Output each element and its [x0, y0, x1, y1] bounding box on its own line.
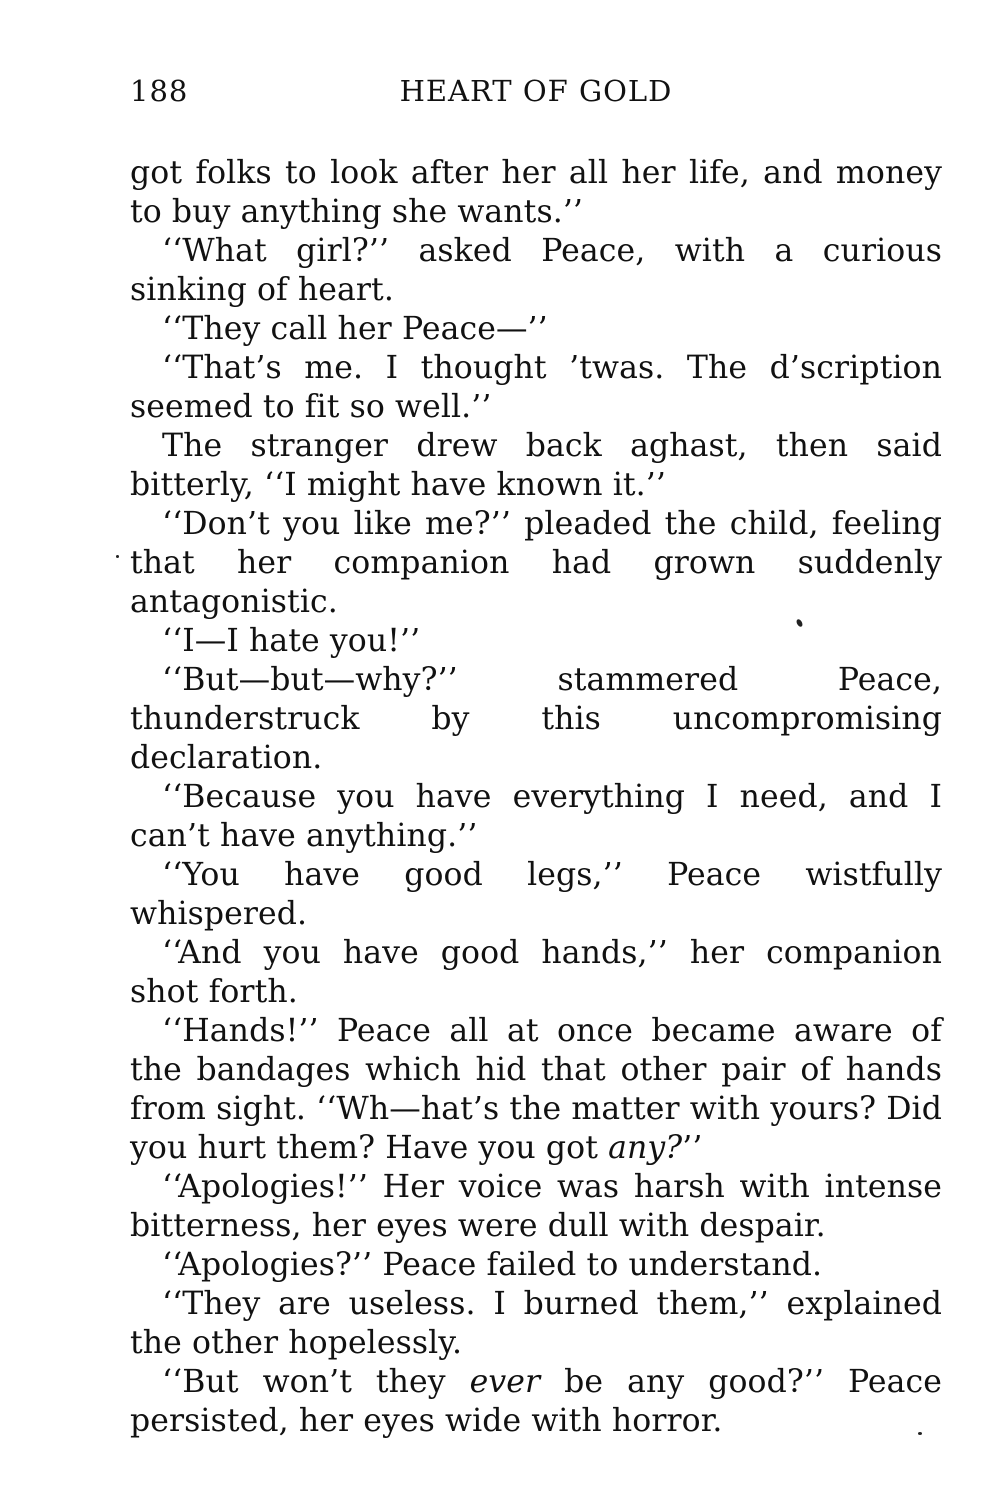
italic-text: ever — [469, 1364, 541, 1400]
paragraph — [130, 505, 942, 622]
paragraph-text: got folks to look after her all her life, and money to buy anything she wants.’’ — [130, 155, 942, 230]
body-text — [130, 154, 942, 1441]
paragraph-text: ‘‘Hands!’’ Peace all at once became aware of the bandages which hid that other pair of hands from sight. ‘‘Wh—hat’s the matter with yours? Did you hurt them? Have you got — [130, 1013, 942, 1166]
paragraph — [130, 232, 942, 310]
ink-speck — [918, 1432, 922, 1435]
paragraph — [130, 310, 942, 349]
book-title: HEART OF GOLD — [399, 74, 673, 108]
paragraph-text: be any good?’’ Peace persisted, her eyes wide with horror. — [130, 1364, 942, 1439]
paragraph-text: ‘‘That’s me. I thought ’twas. The d’scription seemed to fit so well.’’ — [130, 350, 942, 425]
paragraph-text: ‘‘I—I hate you!’’ — [162, 623, 421, 659]
paragraph — [130, 1168, 942, 1246]
paragraph — [130, 1012, 942, 1168]
paragraph-text: ‘‘You have good legs,’’ Peace wistfully whispered. — [130, 857, 942, 932]
paragraph-text: ‘‘What girl?’’ asked Peace, with a curious sinking of heart. — [130, 233, 942, 308]
page-number: 188 — [130, 74, 189, 108]
paragraph-text: ‘‘Don’t you like me?’’ pleaded the child, feeling that her companion had grown suddenly antagonistic. — [130, 506, 942, 620]
paragraph — [130, 778, 942, 856]
running-header — [130, 74, 942, 114]
paragraph — [130, 1363, 942, 1441]
paragraph-text: ’’ — [682, 1130, 703, 1166]
paragraph — [130, 856, 942, 934]
paragraph-text: ‘‘And you have good hands,’’ her companion shot forth. — [130, 935, 942, 1010]
paragraph — [130, 622, 942, 661]
paragraph — [130, 1246, 942, 1285]
paragraph-text: ‘‘They are useless. I burned them,’’ explained the other hopelessly. — [130, 1286, 942, 1361]
paragraph — [130, 1285, 942, 1363]
paragraph — [130, 349, 942, 427]
paragraph — [130, 154, 942, 232]
paragraph — [130, 661, 942, 778]
paragraph-text: ‘‘They call her Peace—’’ — [162, 311, 548, 347]
paragraph-text: The stranger drew back aghast, then said bitterly, ‘‘I might have known it.’’ — [130, 428, 942, 503]
paragraph-text: ‘‘Apologies!’’ Her voice was harsh with intense bitterness, her eyes were dull with despair. — [130, 1169, 942, 1244]
ink-speck — [116, 555, 119, 558]
paragraph-text: ‘‘But—but—why?’’ stammered Peace, thunderstruck by this uncompromising declaration. — [130, 662, 942, 776]
paragraph — [130, 934, 942, 1012]
italic-text: any? — [608, 1130, 683, 1166]
paragraph-text: ‘‘But won’t they — [162, 1364, 470, 1400]
paragraph — [130, 427, 942, 505]
book-page — [130, 74, 942, 1441]
paragraph-text: ‘‘Because you have everything I need, and I can’t have anything.’’ — [130, 779, 942, 854]
paragraph-text: ‘‘Apologies?’’ Peace failed to understand. — [162, 1247, 823, 1283]
